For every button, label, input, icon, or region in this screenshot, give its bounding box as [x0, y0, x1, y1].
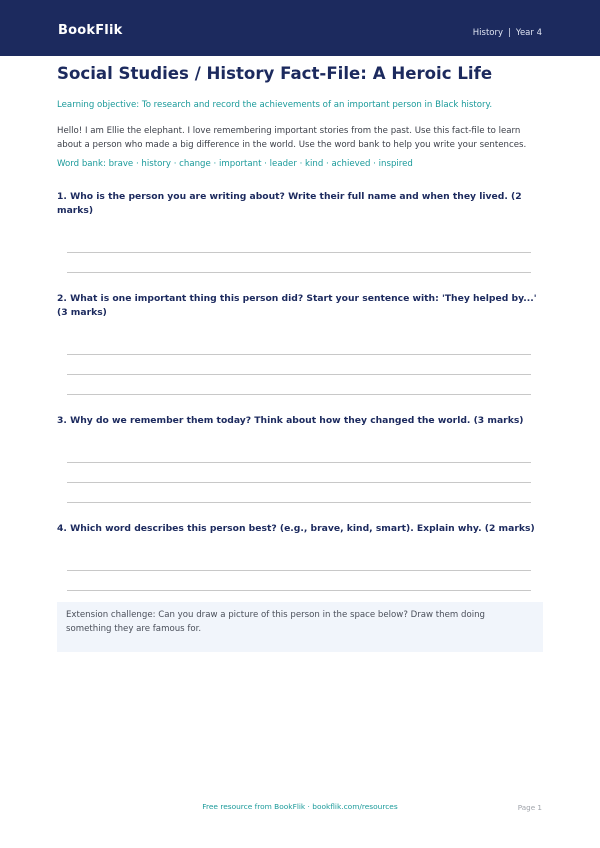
answer-line[interactable]	[67, 272, 531, 273]
question-3: 3. Why do we remember them today? Think about how they changed the world. (3 marks)	[57, 415, 524, 426]
page-title: Social Studies / History Fact-File: A Heroic Life	[57, 64, 493, 83]
header-meta	[473, 28, 542, 38]
intro-text: Hello! I am Ellie the elephant. I love remembering important stories from the past. Use this fact-file to learn about a person who made a big difference in the world. Use the word bank to help you write your sentences.	[57, 126, 527, 150]
answer-line[interactable]	[67, 502, 531, 503]
answer-line[interactable]	[67, 252, 531, 253]
subject-label: History	[472, 28, 504, 38]
extension-panel[interactable]	[57, 602, 543, 652]
question-2: 2. What is one important thing this person did? Start your sentence with: 'They helped by...' (3 marks)	[57, 293, 537, 318]
word-bank: Word bank: brave · history · change · important · leader · kind · achieved · inspired	[57, 159, 413, 169]
answer-line[interactable]	[67, 570, 531, 571]
extension-text: Extension challenge: Can you draw a picture of this person in the space below? Draw them doing something they are famous for.	[66, 610, 486, 634]
answer-line[interactable]	[67, 590, 531, 591]
header-bar	[0, 0, 600, 56]
page-number: Page 1	[517, 803, 542, 812]
question-1: 1. Who is the person you are writing about? Write their full name and when they lived. (2 marks)	[57, 191, 522, 216]
footer-text[interactable]: Free resource from BookFlik · bookflik.com/resources	[202, 802, 398, 811]
answer-line[interactable]	[67, 394, 531, 395]
answer-line[interactable]	[67, 482, 531, 483]
answer-line[interactable]	[67, 374, 531, 375]
answer-line[interactable]	[67, 462, 531, 463]
year-label: Year 4	[515, 28, 542, 38]
learning-objective: Learning objective: To research and record the achievements of an important person in Black history.	[57, 100, 493, 110]
brand-logo[interactable]: BookFlik	[58, 23, 123, 38]
meta-separator: |	[508, 28, 511, 38]
answer-line[interactable]	[67, 354, 531, 355]
question-4: 4. Which word describes this person best? (e.g., brave, kind, smart). Explain why. (2 marks)	[57, 523, 535, 534]
